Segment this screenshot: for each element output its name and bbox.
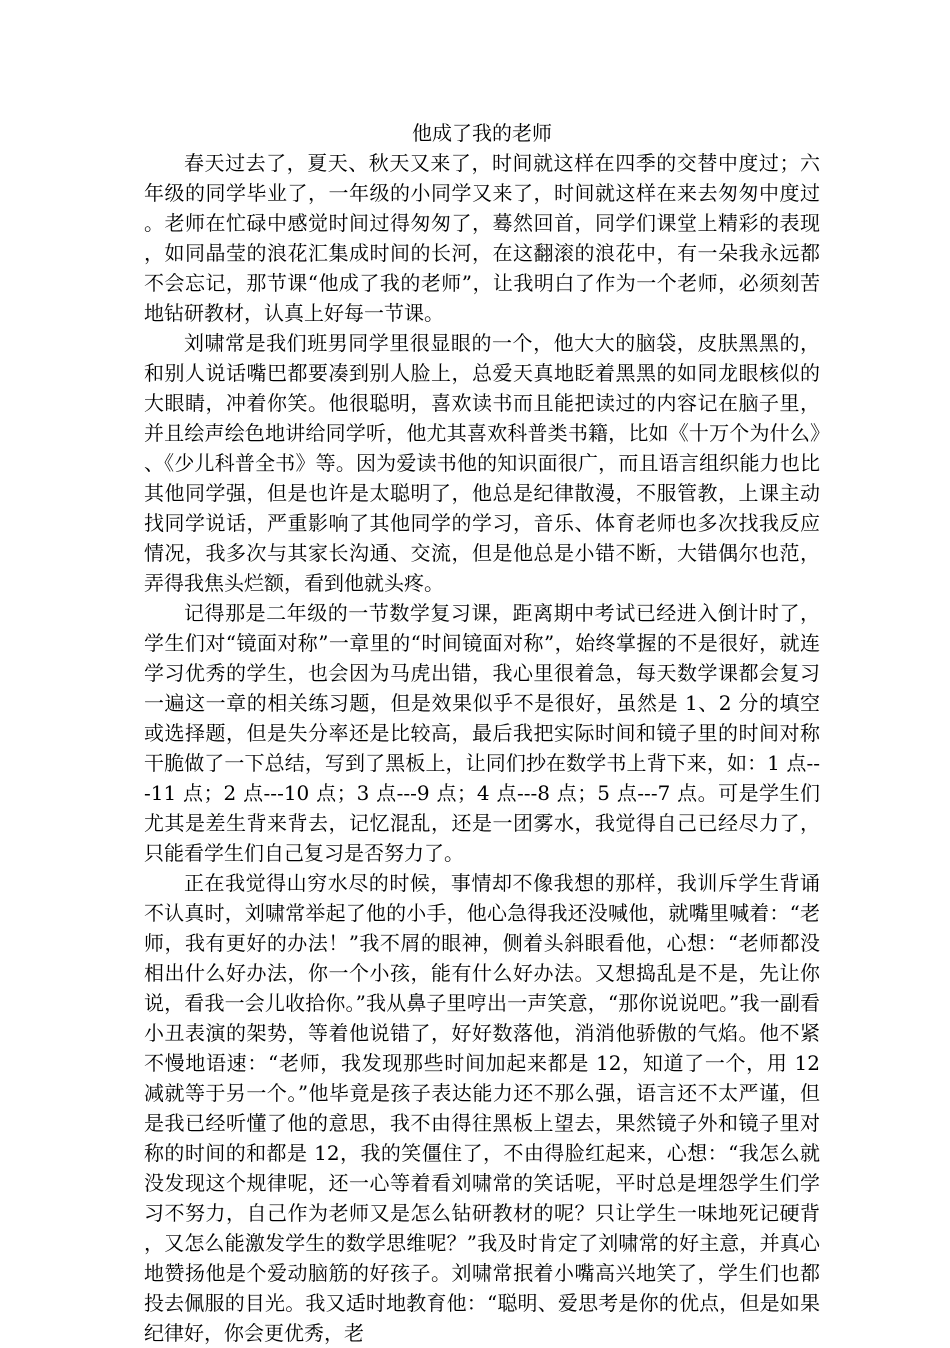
paragraph-math-review: 记得那是二年级的一节数学复习课，距离期中考试已经进入倒计时了，学生们对“镜面对称”一章里的“时间镜面对称”，始终掌握的不是很好，就连学习优秀的学生，也会因为马虎出错，我心里很着急，每天数学课都会复习一遍这一章的相关练习题，但是效果似乎不是很好，虽然是 1、2 分的填空或选择题，但是失分率还是比较高，最后我把实际时间和镜子里的时间对称干脆做了一下总结，写到了黑板上，让同们抄在数学书上背下来，如：1 点---11 点；2 点---10 点；3 点---9 点；4 点---8 点；5 点---7 点。可是学生们尤其是差生背来背去，记忆混乱，还是一团雾水，我觉得自己已经尽力了，只能看学生们自己复习是否努力了。 — [144, 601, 820, 865]
document-page — [144, 118, 820, 1348]
document-title: 他成了我的老师 — [412, 121, 552, 145]
paragraph-student-description: 刘啸常是我们班男同学里很显眼的一个，他大大的脑袋，皮肤黑黑的，和别人说话嘴巴都要凑到别人脸上，总爱天真地眨着黑黑的如同龙眼核似的大眼睛，冲着你笑。他很聪明，喜欢读书而且能把读过的内容记在脑子里，并且绘声绘色地讲给同学听，他尤其喜欢科普类书籍，比如《十万个为什么》、《少儿科普全书》等。因为爱读书他的知识面很广，而且语言组织能力也比其他同学强，但是也许是太聪明了，他总是纪律散漫，不服管教，上课主动找同学说话，严重影响了其他同学的学习，音乐、体育老师也多次找我反应情况，我多次与其家长沟通、交流，但是他总是小错不断，大错偶尔也范，弄得我焦头烂额，看到他就头疼。 — [144, 331, 820, 595]
paragraph-intro: 春天过去了，夏天、秋天又来了，时间就这样在四季的交替中度过；六年级的同学毕业了，一年级的小同学又来了，时间就这样在来去匆匆中度过。老师在忙碌中感觉时间过得匆匆了，蓦然回首，同学们课堂上精彩的表现，如同晶莹的浪花汇集成时间的长河，在这翻滚的浪花中，有一朵我永远都不会忘记，那节课“他成了我的老师”，让我明白了作为一个老师，必须刻苦地钻研教材，认真上好每一节课。 — [144, 151, 820, 325]
paragraph-student-idea: 正在我觉得山穷水尽的时候，事情却不像我想的那样，我训斥学生背诵不认真时，刘啸常举起了他的小手，他心急得我还没喊他，就嘴里喊着：“老师，我有更好的办法！”我不屑的眼神，侧着头斜眼看他，心想：“老师都没相出什么好办法，你一个小孩，能有什么好办法。又想捣乱是不是，先让你说，看我一会儿收拾你。”我从鼻子里哼出一声笑意，“那你说说吧。”我一副看小丑表演的架势，等着他说错了，好好数落他，消消他骄傲的气焰。他不紧不慢地语速：“老师，我发现那些时间加起来都是 12，知道了一个，用 12 减就等于另一个。”他毕竟是孩子表达能力还不那么强，语言还不太严谨，但是我已经听懂了他的意思，我不由得往黑板上望去，果然镜子外和镜子里对称的时间的和都是 12，我的笑僵住了，不由得脸红起来，心想：“我怎么就没发现这个规律呢，还一心等着看刘啸常的笑话呢，平时总是埋怨学生们学习不努力，自己作为老师又是怎么钻研教材的呢？只让学生一味地死记硬背，又怎么能激发学生的数学思维呢？”我及时肯定了刘啸常的好主意，并真心地赞扬他是个爱动脑筋的好孩子。刘啸常抿着小嘴高兴地笑了，学生们也都投去佩服的目光。我又适时地教育他：“聪明、爱思考是你的优点，但是如果纪律好，你会更优秀，老 — [144, 871, 820, 1345]
